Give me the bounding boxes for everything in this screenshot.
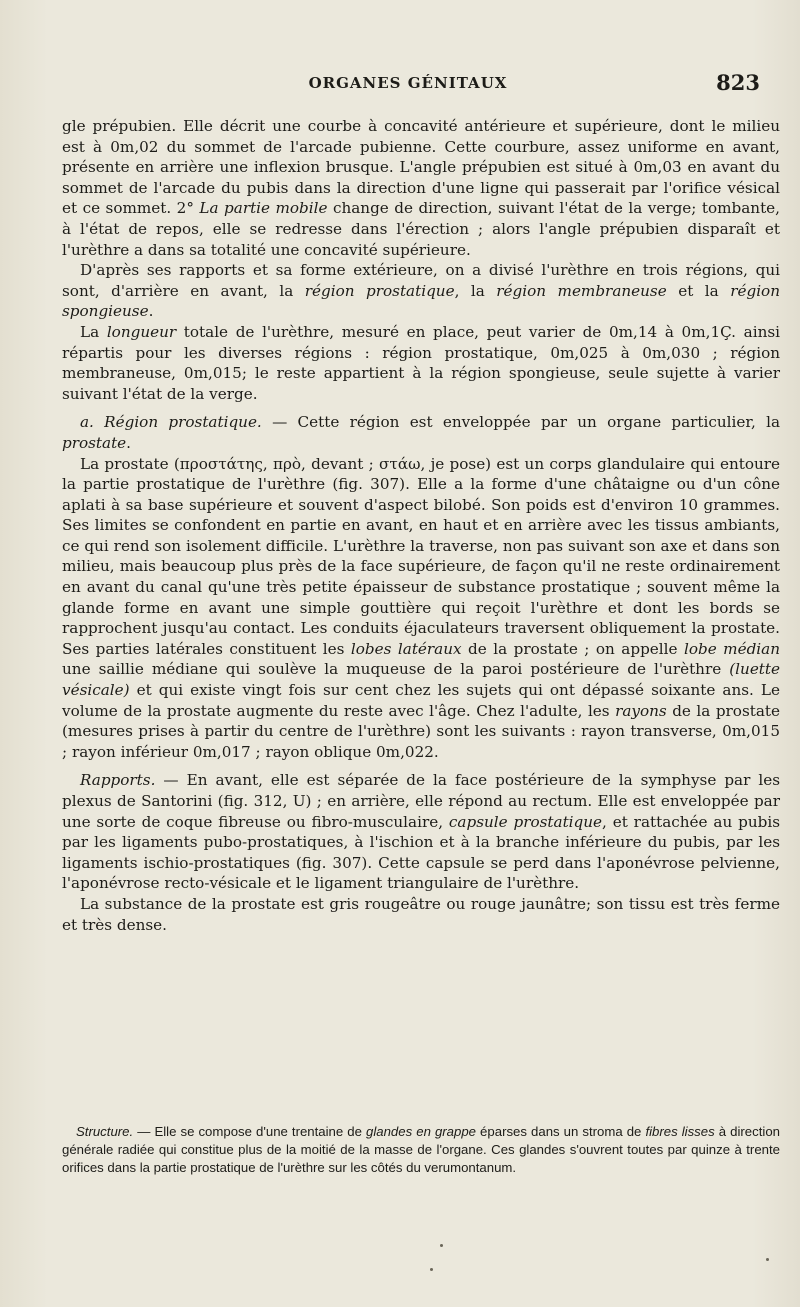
page-header	[56, 70, 760, 100]
paragraph-substance: La substance de la prostate est gris rougeâtre ou rouge jaunâtre; son tissu est très ferme et très dense.	[62, 894, 780, 934]
paragraph-2: D'après ses rapports et sa forme extérieure, on a divisé l'urèthre en trois régions, qui sont, d'arrière en avant, la région prostatique, la région membraneuse et la région spongieuse.	[62, 261, 780, 321]
paragraph-3: La longueur totale de l'urèthre, mesuré en place, peut varier de 0m,14 à 0m,1Ç. ainsi répartis pour les diverses régions : région prostatique, 0m,025 à 0m,030 ; région membraneuse, 0m,015; le reste appartient à la région spongieuse, seule sujette à varier suivant l'état de la verge.	[62, 322, 781, 403]
body-text	[62, 116, 780, 935]
paragraph-prostate: La prostate (προστάτης, πρὸ, devant ; στάω, je pose) est un corps glandulaire qui entoure la partie prostatique de l'urèthre (fig. 307). Elle a la forme d'une châtaigne ou d'un cône aplati à sa base supérieure et souvent d'aspect bilobé. Son poids est d'environ 10 grammes. Ses limites se confondent en partie en avant, en haut et en arrière avec les tissus ambiants, ce qui rend son isolement difficile. L'urèthre la traverse, non pas suivant son axe et dans son milieu, mais beaucoup plus près de la face supérieure, de façon qu'il ne reste ordinairement en avant du canal qu'une très petite épaisseur de substance prostatique ; souvent même la glande forme en avant une simple gouttière qui reçoit l'urèthre et dont les bords se rapprochent jusqu'au contact. Les conduits éjaculateurs traversent obliquement la prostate. Ses parties latérales constituent les lobes latéraux de la prostate ; on appelle lobe médian une saillie médiane qui soulève la muqueuse de la paroi postérieure de l'urèthre (luette vésicale) et qui existe vingt fois sur cent chez les sujets qui ont dépassé soixante ans. Le volume de la prostate augmente du reste avec l'âge. Chez l'adulte, les rayons de la prostate (mesures prises à partir du centre de l'urèthre) sont les suivants : rayon transverse, 0m,015 ; rayon inférieur 0m,017 ; rayon oblique 0m,022.	[62, 454, 780, 761]
print-speck	[766, 1258, 769, 1261]
print-speck	[440, 1244, 443, 1247]
paragraph-rapports: Rapports. — En avant, elle est séparée de la face postérieure de la symphyse par les plexus de Santorini (fig. 312, U) ; en arrière, elle répond au rectum. Elle est enveloppée par une sorte de coque fibreuse ou fibro-musculaire, capsule prostatique, et rattachée au pubis par les ligaments pubo-prostatiques, à l'ischion et à la branche inférieure du pubis, par les ligaments ischio-prostatiques (fig. 307). Cette capsule se perd dans l'aponévrose pelvienne, l'aponévrose recto-vésicale et le ligament triangulaire de l'urèthre.	[62, 771, 780, 893]
structure-note: Structure. — Elle se compose d'une trentaine de glandes en grappe éparses dans un stroma de fibres lisses à direction générale radiée qui constitue plus de la moitié de la masse de l'organe. Ces glandes s'ouvrent toutes par quinze à trente orifices dans la partie prostatique de l'urèthre sur les côtés du verumontanum.	[62, 1124, 780, 1175]
paragraph-1: gle prépubien. Elle décrit une courbe à concavité antérieure et supérieure, dont le milieu est à 0m,02 du sommet de l'arcade pubienne. Cette courbure, assez uniforme en avant, présente en arrière une inflexion brusque. L'angle prépubien est situé à 0m,03 en avant du sommet de l'arcade du pubis dans la direction d'une ligne qui passerait par l'orifice vésical et ce sommet. 2° La partie mobile change de direction, suivant l'état de la verge; tombante, à l'état de repos, elle se redresse dans l'érection ; alors l'angle prépubien disparaît et l'urèthre a dans sa totalité une concavité supérieure.	[62, 117, 780, 259]
print-speck	[430, 1268, 433, 1271]
section-heading-region-prostatique: a. Région prostatique. — Cette région est enveloppée par un organe particulier, la prostate.	[62, 413, 780, 452]
page-number: 823	[716, 70, 760, 95]
running-head: ORGANES GÉNITAUX	[308, 74, 508, 92]
